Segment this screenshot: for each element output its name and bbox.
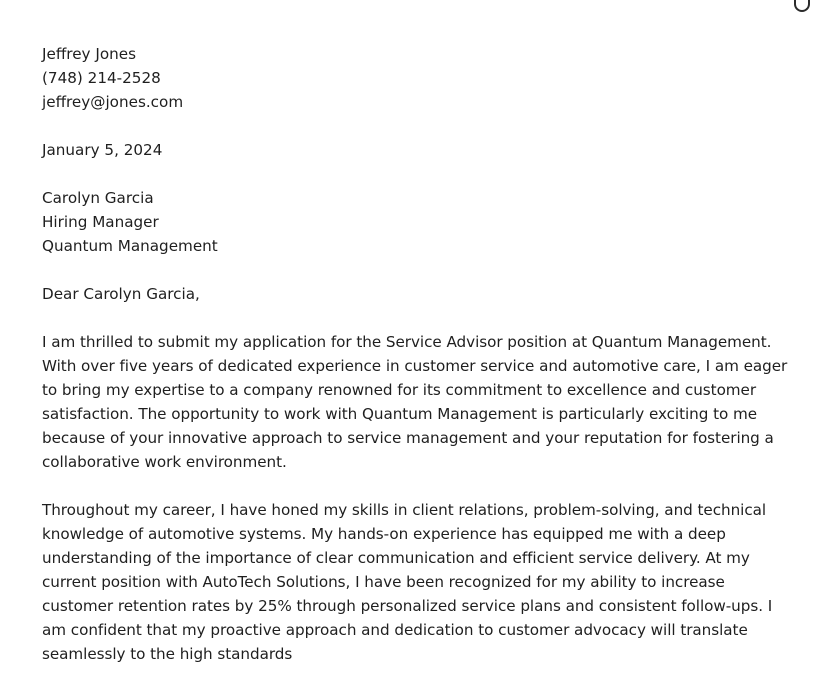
sender-phone: (748) 214-2528 xyxy=(42,69,161,87)
sender-email: jeffrey@jones.com xyxy=(42,93,184,111)
salutation: Dear Carolyn Garcia, xyxy=(42,285,200,303)
recipient-name: Carolyn Garcia xyxy=(42,189,154,207)
date-block xyxy=(42,138,794,162)
recipient-company: Quantum Management xyxy=(42,237,218,255)
body-paragraph-2: Throughout my career, I have honed my skills in client relations, problem-solving, and technical knowledge of automotive systems. My hands-on experience has equipped me with a deep understanding of the importance of clear communication and efficient service delivery. At my current position with AutoTech Solutions, I have been recognized for my ability to increase customer retention rates by 25% through personalized service plans and consistent follow-ups. I am confident that my proactive approach and dedication to customer advocacy will translate seamlessly to the high standards xyxy=(42,501,773,663)
cover-letter xyxy=(42,42,794,690)
partial-glyph-icon xyxy=(794,0,810,12)
salutation-block xyxy=(42,282,794,306)
letter-date: January 5, 2024 xyxy=(42,141,163,159)
sender-block xyxy=(42,42,794,114)
sender-name: Jeffrey Jones xyxy=(42,45,137,63)
recipient-title: Hiring Manager xyxy=(42,213,159,231)
recipient-block xyxy=(42,186,794,258)
body-paragraph-1: I am thrilled to submit my application for the Service Advisor position at Quantum Management. With over five years of dedicated experience in customer service and automotive care, I am eager to bring my expertise to a company renowned for its commitment to excellence and customer satisfaction. The opportunity to work with Quantum Management is particularly exciting to me because of your innovative approach to service management and your reputation for fostering a collaborative work environment. xyxy=(42,333,788,471)
